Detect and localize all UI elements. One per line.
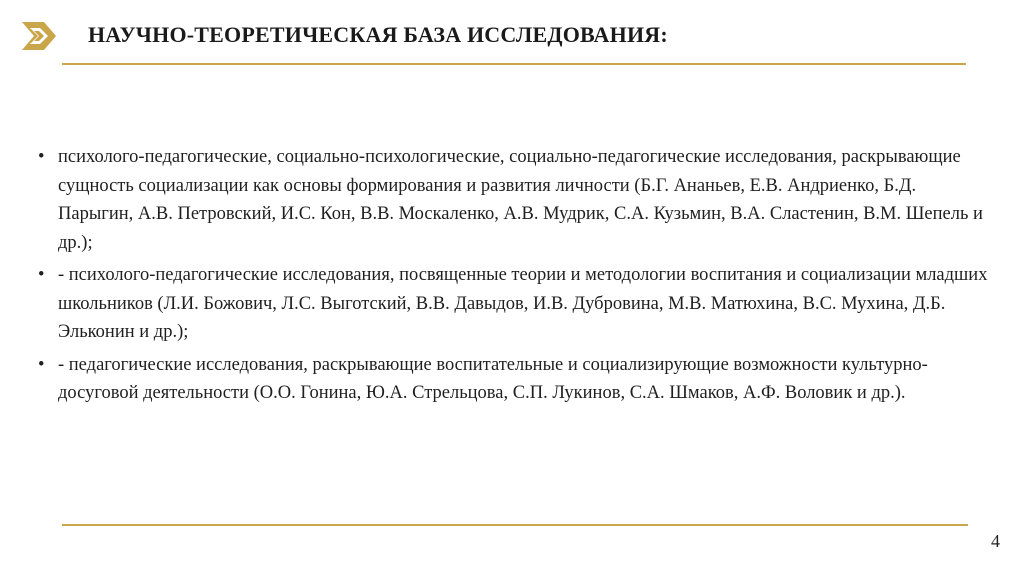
list-item-text: психолого-педагогические, социально-психологические, социально-педагогические исследования, раскрывающие сущность социализации как основы формирования и развития личности (Б.Г. Ананьев, Е.В. Андриенко, Б.Д. Парыгин, А.В. Петровский, И.С. Кон, В.В. Москаленко, А.В. Мудрик, С.А. Кузьмин, В.А. Сластенин, В.М. Шепель и др.); [58,147,983,253]
bullet-point: • [38,147,45,167]
list-item-text: - психолого-педагогические исследования, посвященные теории и методологии воспитания и социализации младших школьников (Л.И. Божович, Л.С. Выготский, В.В. Давыдов, И.В. Дубровина, М.В. Матюхина, В.С. Мухина, Д.Б. Эльконин и др.); [58,265,988,342]
list-item [38,261,988,347]
bullet-list [38,143,988,408]
list-item-text: - педагогические исследования, раскрывающие воспитательные и социализирующие возможности культурно-досуговой деятельности (О.О. Гонина, Ю.А. Стрельцова, С.П. Лукинов, С.А. Шмаков, А.Ф. Воловик и др.). [58,354,928,403]
bullet-point: • [38,265,45,285]
list-item [38,143,988,257]
page-number: 4 [991,531,1000,551]
list-item [38,351,988,408]
bullet-point: • [38,354,45,375]
top-divider [62,63,966,65]
bottom-divider [62,524,968,526]
slide-title: НАУЧНО-ТЕОРЕТИЧЕСКАЯ БАЗА ИССЛЕДОВАНИЯ: [88,22,668,47]
slide-content [38,143,988,412]
double-chevron-right-icon [20,20,68,52]
